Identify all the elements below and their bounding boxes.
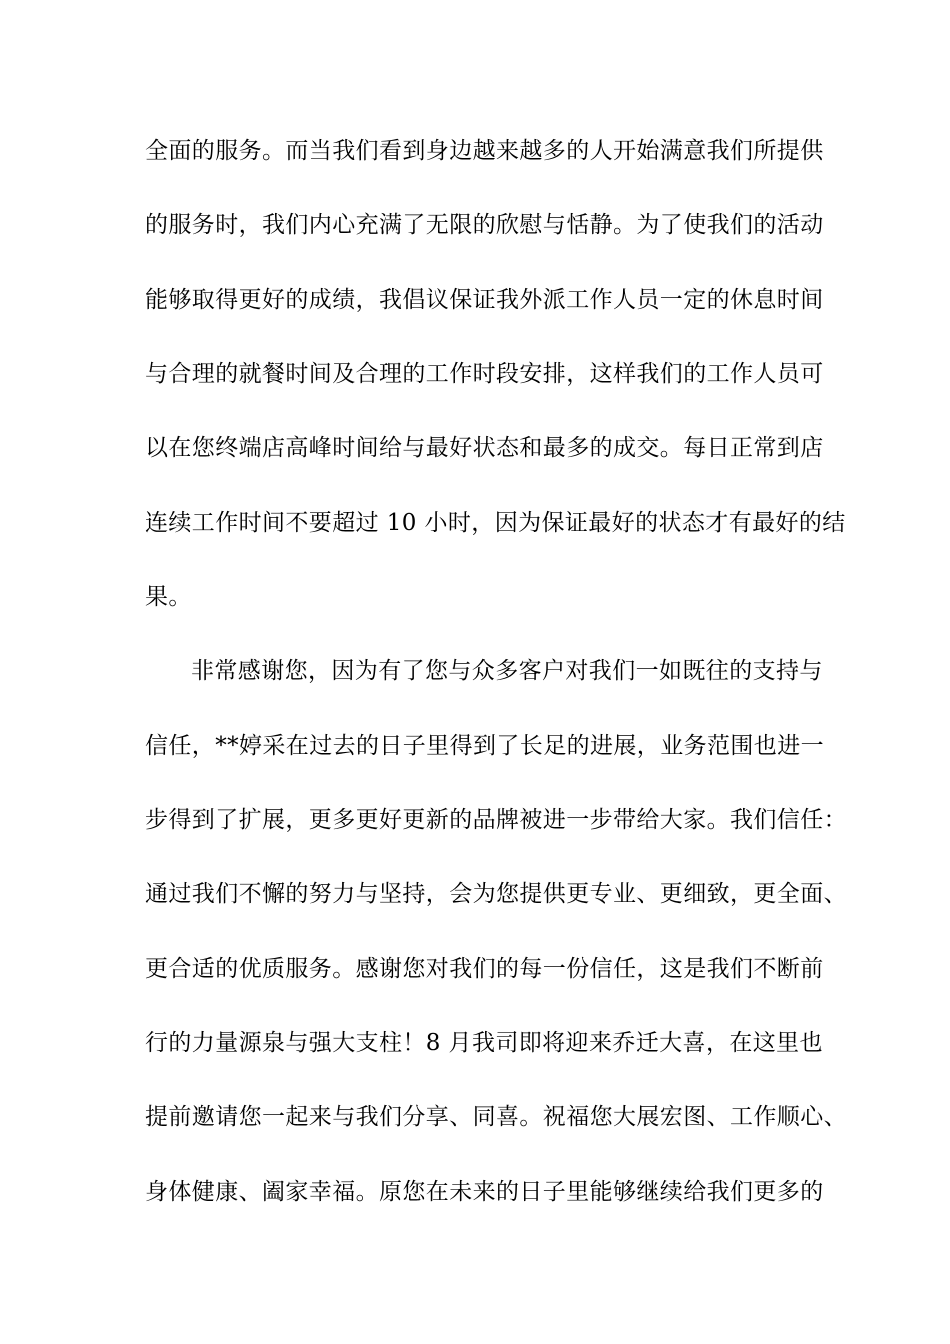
text-line: 行的力量源泉与强大支柱！8 月我司即将迎来乔迁大喜，在这里也 <box>145 1030 823 1056</box>
text-line: 果。 <box>145 584 192 610</box>
text-line: 连续工作时间不要超过 10 小时，因为保证最好的状态才有最好的结 <box>145 510 846 536</box>
text-line: 提前邀请您一起来与我们分享、同喜。祝福您大展宏图、工作顺心、 <box>145 1104 847 1130</box>
text-line: 步得到了扩展，更多更好更新的品牌被进一步带给大家。我们信任： <box>145 807 847 833</box>
text-line: 能够取得更好的成绩，我倡议保证我外派工作人员一定的休息时间 <box>145 287 824 313</box>
text-line: 更合适的优质服务。感谢您对我们的每一份信任，这是我们不断前 <box>145 956 824 982</box>
text-line: 全面的服务。而当我们看到身边越来越多的人开始满意我们所提供 <box>145 138 824 164</box>
text-line: 通过我们不懈的努力与坚持，会为您提供更专业、更细致，更全面、 <box>145 881 847 907</box>
text-line: 的服务时，我们内心充满了无限的欣慰与恬静。为了使我们的活动 <box>145 212 824 238</box>
text-line: 信任，**婷采在过去的日子里得到了长足的进展，业务范围也进一 <box>145 733 824 759</box>
paragraph-first-line: 非常感谢您，因为有了您与众多客户对我们一如既往的支持与 <box>191 658 823 684</box>
text-line: 与合理的就餐时间及合理的工作时段安排，这样我们的工作人员可 <box>145 361 824 387</box>
text-line: 身体健康、阖家幸福。原您在未来的日子里能够继续给我们更多的 <box>145 1179 824 1205</box>
text-line: 以在您终端店高峰时间给与最好状态和最多的成交。每日正常到店 <box>145 435 824 461</box>
